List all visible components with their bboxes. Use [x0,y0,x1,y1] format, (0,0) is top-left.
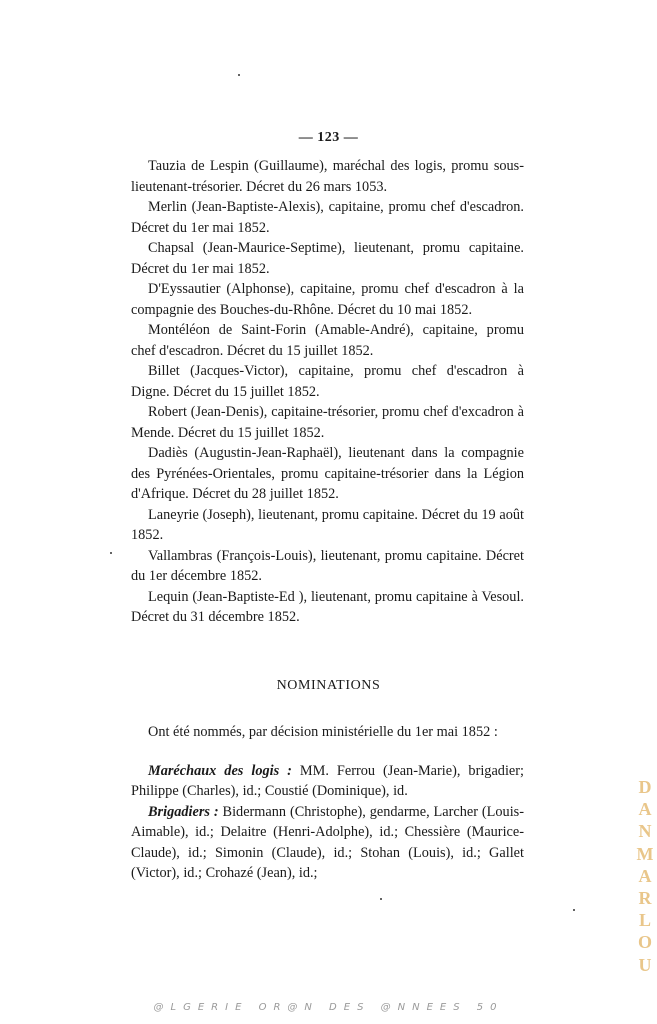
entry-billet: Billet (Jacques-Victor), capitaine, promu chef d'escadron à Digne. Décret du 15 juillet 1852. [131,363,524,400]
footer-watermark: @LGERIE OR@N DES @NNEES 50 [153,1002,504,1013]
nominations-intro: Ont été nommés, par décision ministérielle du 1er mai 1852 : [148,724,498,740]
brigadiers-label: Brigadiers : [148,803,219,820]
entry-deyssautier: D'Eyssautier (Alphonse), capitaine, promu chef d'escadron à la compagnie des Bouches-du-Rhône. Décret du 10 mai 1852. [131,281,524,318]
entry-chapsal: Chapsal (Jean-Maurice-Septime), lieutenant, promu capitaine. Décret du 1er mai 1852. [131,240,524,277]
side-watermark-letter: R [638,888,652,909]
page-number: — 123 — [298,130,359,145]
side-watermark-letter: U [638,954,652,975]
entry-monteleon: Montéléon de Saint-Forin (Amable-André), capitaine, promu chef d'escadron. Décret du 15 juillet 1852. [131,322,524,359]
marechaux-label: Maréchaux des logis : [148,762,292,779]
marechaux-text: MM. Ferrou (Jean-Marie), brigadier; Philippe (Charles), id.; Coustié (Dominique), id. [131,762,524,799]
speck [573,909,575,911]
side-watermark-letter: M [636,843,654,864]
entry-robert: Robert (Jean-Denis), capitaine-trésorier, promu chef d'excadron à Mende. Décret du 15 juillet 1852. [131,404,524,441]
section-title: NOMINATIONS [276,678,381,693]
entry-dadies: Dadiès (Augustin-Jean-Raphaël), lieutenant dans la compagnie des Pyrénées-Orientales, promu capitaine-trésorier dans la Légion d'Afrique. Décret du 28 juillet 1852. [131,445,524,502]
nominations-block [131,722,524,884]
entry-lequin: Lequin (Jean-Baptiste-Ed ), lieutenant, promu capitaine à Vesoul. Décret du 31 décembre 1852. [131,588,524,625]
promotion-entries [131,156,524,628]
speck [380,898,382,900]
brigadiers-paragraph [131,802,524,884]
side-watermark-letter: L [638,910,651,931]
side-watermark-letter: N [638,821,652,842]
side-watermark-letter: O [637,932,652,953]
side-watermark [635,776,655,976]
entry-vallambras: Vallambras (François-Louis), lieutenant, promu capitaine. Décret du 1er décembre 1852. [131,547,524,584]
entry-laneyrie: Laneyrie (Joseph), lieutenant, promu capitaine. Décret du 19 août 1852. [131,506,524,543]
marechaux-paragraph [131,761,524,802]
entry-merlin: Merlin (Jean-Baptiste-Alexis), capitaine, promu chef d'escadron. Décret du 1er mai 1852. [131,199,524,236]
speck [238,74,240,76]
side-watermark-letter: A [638,865,652,886]
brigadiers-text: Bidermann (Christophe), gendarme, Larcher (Louis-Aimable), id.; Delaitre (Henri-Adolphe), id.; Chessière (Maurice-Claude), id.; Simonin (Claude), id.; Stohan (Louis), id.; Gallet (Victor), id.; Crohazé (Jean), id.; [131,803,524,881]
side-watermark-letter: A [638,799,652,820]
entry-tauzia: Tauzia de Lespin (Guillaume), maréchal des logis, promu sous-lieutenant-trésorier. Décret du 26 mars 1053. [131,158,524,195]
side-watermark-letter: D [638,777,652,797]
speck [110,552,112,554]
